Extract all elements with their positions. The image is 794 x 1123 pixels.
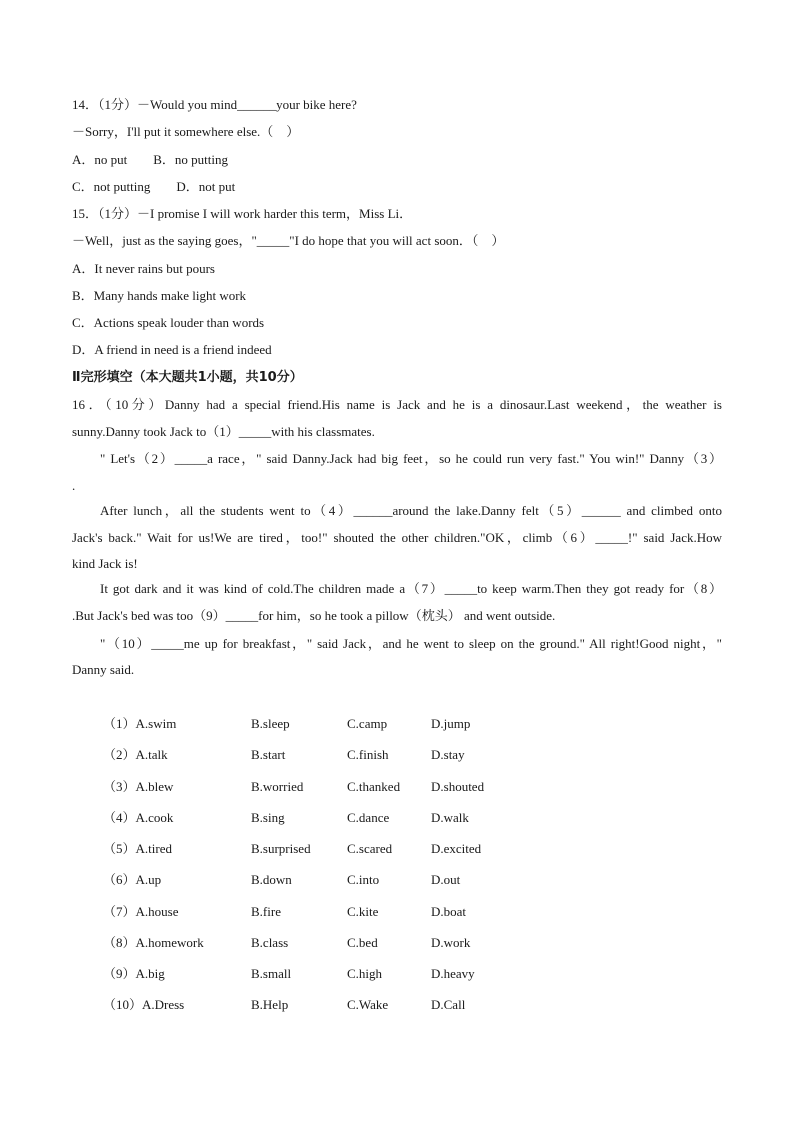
passage-line: . [72,478,76,493]
passage-line: Jack's back." Wait for us!We are tired，too!" shouted the other children."OK，climb（6）_____!" said Jack.How [72,530,722,545]
q14-reply: －Sorry，I'll put it somewhere else.（ ） [72,124,300,139]
choice-a: （7）A.house [103,904,179,919]
q15-reply: －Well，just as the saying goes，"_____"I do hope that you will act soon．（ ） [72,233,505,248]
choice-row [103,904,523,920]
choice-b: B.fire [251,904,281,919]
choice-c: C.high [347,966,383,981]
choice-row [103,747,523,763]
choice-row [103,841,523,857]
choice-c: C.finish [347,747,389,762]
passage-line: After lunch，all the students went to（4）______around the lake.Danny felt（5）______ and climbed onto [100,503,722,518]
choice-a: （2）A.talk [103,747,168,762]
section-heading: Ⅱ完形填空（本大题共1小题，共10分） [72,370,303,385]
choice-d: D.excited [431,841,482,856]
choice-b: B.small [251,966,292,981]
passage-line: sunny.Danny took Jack to（1）_____with his classmates. [72,424,375,439]
choice-c: C.dance [347,810,390,825]
choice-b: B.start [251,747,286,762]
choice-d: D.jump [431,716,471,731]
choice-c: C.camp [347,716,388,731]
passage-line: Danny said. [72,662,135,677]
choice-a: （8）A.homework [103,935,204,950]
q14-stem: 14．（1分）－Would you mind______your bike here? [72,97,357,112]
choice-c: C.Wake [347,997,389,1012]
choice-d: D.stay [431,747,465,762]
choice-row [103,872,523,888]
q15-option-c: C．Actions speak louder than words [72,315,265,330]
q15-option-d: D．A friend in need is a friend indeed [72,342,272,357]
choice-a: （3）A.blew [103,779,174,794]
passage-line: .But Jack's bed was too（9）_____for him，so he took a pillow（枕头） and went outside. [72,608,556,623]
choice-b: B.class [251,935,289,950]
choice-row [103,935,523,951]
choice-c: C.bed [347,935,378,950]
passage-line: It got dark and it was kind of cold.The children made a（7）_____to keep warm.Then they got ready for（8） [100,581,722,596]
choice-d: D.walk [431,810,469,825]
choice-d: D.boat [431,904,467,919]
choice-row [103,779,523,795]
passage-line: "（10）_____me up for breakfast，" said Jack，and he went to sleep on the ground." All right!Good night，" [100,636,722,651]
choice-a: （9）A.big [103,966,165,981]
choice-b: B.sing [251,810,285,825]
choice-b: B.Help [251,997,289,1012]
q14-options-ab: A．no put B．no putting [72,152,229,167]
choice-b: B.worried [251,779,304,794]
choice-c: C.thanked [347,779,401,794]
passage-line: " Let's（2）_____a race，" said Danny.Jack had big feet，so he could run very fast." You win!" Danny（3） [100,451,722,466]
q15-option-a: A．It never rains but pours [72,261,215,276]
choice-d: D.Call [431,997,466,1012]
choice-row [103,997,523,1013]
choice-b: B.sleep [251,716,290,731]
choice-row [103,716,523,732]
choice-b: B.down [251,872,292,887]
choice-d: D.heavy [431,966,475,981]
choice-c: C.into [347,872,380,887]
choice-a: （10）A.Dress [103,997,185,1012]
choice-c: C.scared [347,841,393,856]
choice-a: （5）A.tired [103,841,172,856]
q15-stem: 15．（1分）－I promise I will work harder this term，Miss Li． [72,206,413,221]
choice-d: D.shouted [431,779,485,794]
choice-row [103,810,523,826]
choice-a: （6）A.up [103,872,162,887]
choice-c: C.kite [347,904,379,919]
choice-a: （1）A.swim [103,716,177,731]
choice-a: （4）A.cook [103,810,174,825]
choice-d: D.work [431,935,471,950]
choice-b: B.surprised [251,841,311,856]
q14-options-cd: C．not putting D．not put [72,179,236,194]
passage-line: kind Jack is! [72,556,138,571]
choice-d: D.out [431,872,461,887]
choice-row [103,966,523,982]
q15-option-b: B．Many hands make light work [72,288,247,303]
passage-line: 16．（10分）Danny had a special friend.His name is Jack and he is a dinosaur.Last weekend，the weather is [72,397,722,412]
